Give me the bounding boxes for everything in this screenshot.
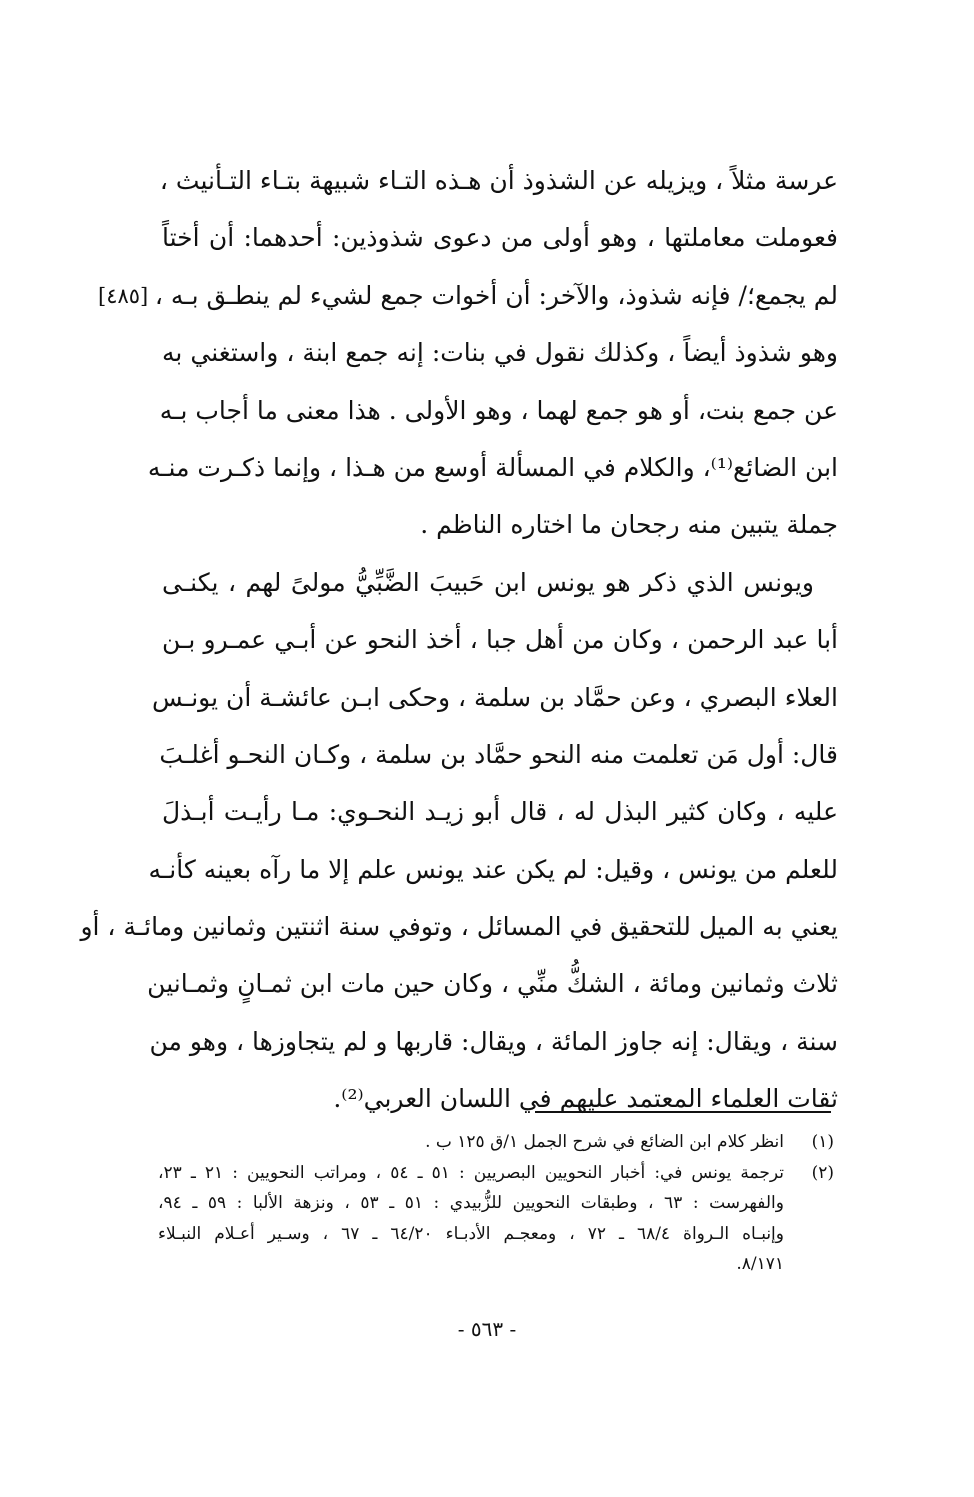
- text-line: عليه ، وكان كثير البذل له ، قال أبو زيـد النحـوي: مـا رأيـت أبـذلَ: [162, 797, 838, 827]
- text-line: ويونس الذي ذكر هو يونس ابن حَبيبَ الضَّبِّيُّ مولىً لهم ، يكنـى: [162, 567, 814, 597]
- footnote: [158, 1127, 834, 1158]
- margin-page-reference: [٤٨٥]: [98, 284, 149, 308]
- text-line: وهو شذوذ أيضاً ، وكذلك نقول في بنات: إنه جمع ابنة ، واستغني به: [162, 338, 838, 368]
- footnote-line: انظر كلام ابن الضائع في شرح الجمل ١/ق ١٢٥ ب .: [425, 1132, 784, 1152]
- footnote: [158, 1158, 834, 1280]
- text-line: لم يجمع؛/ فإنه شذوذ، والآخر: أن أخوات جمع لشيء لم ينطـق بـه ،: [154, 280, 838, 310]
- footnote-number: (٢): [811, 1162, 834, 1183]
- paragraph-1: [147, 152, 838, 554]
- paragraph-2: [80, 554, 838, 1128]
- footnotes: [158, 1127, 834, 1280]
- footnote-number: (١): [811, 1132, 834, 1152]
- text-line: عن جمع بنت، أو هو جمع لهما ، وهو الأولى . هذا معنى ما أجاب بـه: [159, 395, 838, 425]
- text-line: ابن الضائع⁽¹⁾، والكلام في المسألة أوسع من هـذا ، وإنما ذكـرت منـه: [147, 452, 838, 482]
- text-line: جملة يتبين منه رجحان ما اختاره الناظم .: [420, 510, 838, 540]
- footnote-line: ٨/١٧١.: [736, 1254, 784, 1274]
- text-line: عرسة مثلاً ، ويزيله عن الشذوذ أن هـذه التـاء شبيهة بتـاء التـأنيث ،: [159, 166, 838, 195]
- footnote-line: وإنبـاه الـرواة ٦٨/٤ ـ ٧٢ ، ومعجـم الأدبـاء ٦٤/٢٠ ـ ٦٧ ، وسـير أعـلام النبـلاء: [158, 1223, 784, 1244]
- text-line: قال: أول مَن تعلمت منه النحو حمَّاد بن سلمة ، وكـان النحـو أغلـبَ: [159, 739, 838, 769]
- text-line: ثلاث وثمانين ومائة ، الشكُّ منِّي ، وكان حين مات ابن ثمـانٍ وثمـانين: [147, 969, 838, 999]
- text-line: سنة ، ويقال: إنه جاوز المائة ، ويقال: قاربها و لم يتجاوزها ، وهو من: [149, 1026, 838, 1056]
- text-line: يعني به الميل للتحقيق في المسائل ، وتوفي سنة اثنتين وثمانين ومائـة ، أو: [80, 912, 838, 942]
- text-line: ثقات العلماء المعتمد عليهم في اللسان العربي⁽²⁾.: [333, 1084, 838, 1114]
- text-line: فعوملت معاملتها ، وهو أولى من دعوى شذوذين: أحدهما: أن أختاً: [162, 223, 838, 253]
- footnote-separator: [535, 1111, 831, 1113]
- footnote-body: [158, 1158, 784, 1280]
- text-line: أبا عبد الرحمن ، وكان من أهل جبا ، أخذ النحو عن أبـي عمـرو بـن: [162, 625, 838, 655]
- footnote-line: والفهرست : ٦٣ ، وطبقات النحويين للزُّبيدي : ٥١ ـ ٥٣ ، ونزهة الألبا : ٥٩ ـ ٩٤،: [158, 1193, 784, 1213]
- footnote-line: ترجمة يونس في: أخبار النحويين البصريين : ٥١ ـ ٥٤ ، ومراتب النحويين : ٢١ ـ ٢٣،: [158, 1162, 784, 1183]
- page-number: - ٥٦٣ -: [457, 1317, 517, 1341]
- text-line: العلاء البصري ، وعن حمَّاد بن سلمة ، وحكى ابـن عائشـة أن يونـس: [152, 682, 838, 712]
- footnote-body: [158, 1127, 784, 1158]
- text-line: للعلم من يونس ، وقيل: لم يكن عند يونس علم إلا ما رآه بعينه كأنـه: [148, 854, 838, 884]
